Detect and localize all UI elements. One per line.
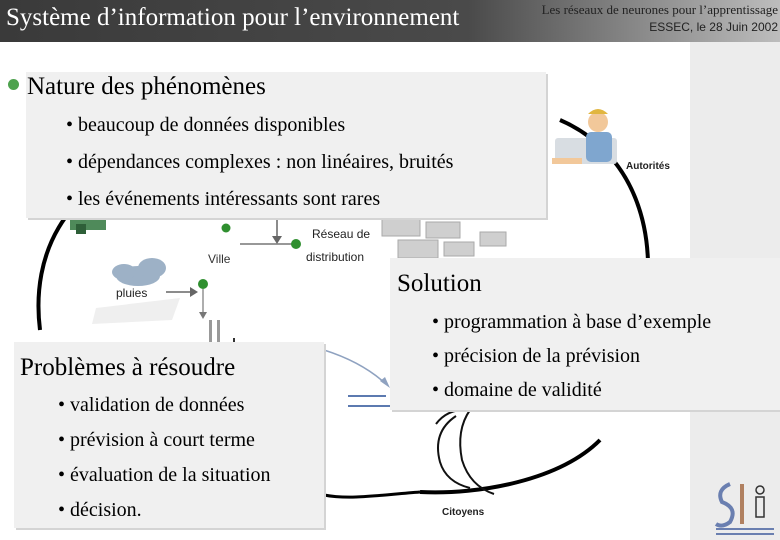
authorities-illustration (552, 109, 617, 164)
slide-header (0, 0, 780, 42)
nature-item: • dépendances complexes : non linéaires, bruités (66, 151, 454, 173)
solution-item: • domaine de validité (432, 379, 602, 401)
header-subtitle: Les réseaux de neurones pour l’apprentissage (541, 2, 778, 17)
nature-item: • beaucoup de données disponibles (66, 114, 346, 136)
problems-item: • décision. (58, 499, 142, 521)
cycle-arc-bottom-left (324, 492, 420, 497)
header-event: ESSEC, le 28 Juin 2002 (649, 20, 778, 34)
arrow-citizens (324, 350, 386, 384)
citizens-illustration (436, 410, 494, 494)
problems-item: • validation de données (58, 394, 245, 416)
problems-item: • évaluation de la situation (58, 464, 271, 486)
gauge-bar-1 (209, 320, 212, 344)
network-label-2: distribution (306, 250, 365, 264)
rain-cloud-illustration (112, 258, 166, 286)
cycle-arc-bottom (420, 440, 600, 492)
rain-ground (92, 298, 180, 324)
network-node (291, 239, 301, 249)
city-blocks-illustration (382, 218, 506, 258)
rain-node (198, 279, 208, 289)
problems-title: Problèmes à résoudre (20, 354, 236, 381)
solution-item: • précision de la prévision (432, 345, 641, 367)
rain-label: pluies (116, 286, 148, 300)
city-label: Ville (208, 252, 231, 266)
authorities-label: Autorités (626, 161, 670, 172)
nature-title (8, 73, 266, 101)
nature-item: • les événements intéressants sont rares (66, 188, 381, 210)
problems-item: • prévision à court terme (58, 429, 255, 451)
solution-title: Solution (397, 270, 482, 297)
citizens-label: Citoyens (442, 507, 485, 518)
gauge-bar-2 (217, 320, 220, 344)
solution-item: • programmation à base d’exemple (432, 311, 712, 333)
nature-title-text: Nature des phénomènes (27, 73, 266, 100)
city-node (222, 224, 231, 233)
slide-title: Système d’information pour l’environnement (6, 4, 460, 31)
bullet-dot-icon (8, 79, 19, 90)
network-label-1: Réseau de (312, 227, 371, 241)
